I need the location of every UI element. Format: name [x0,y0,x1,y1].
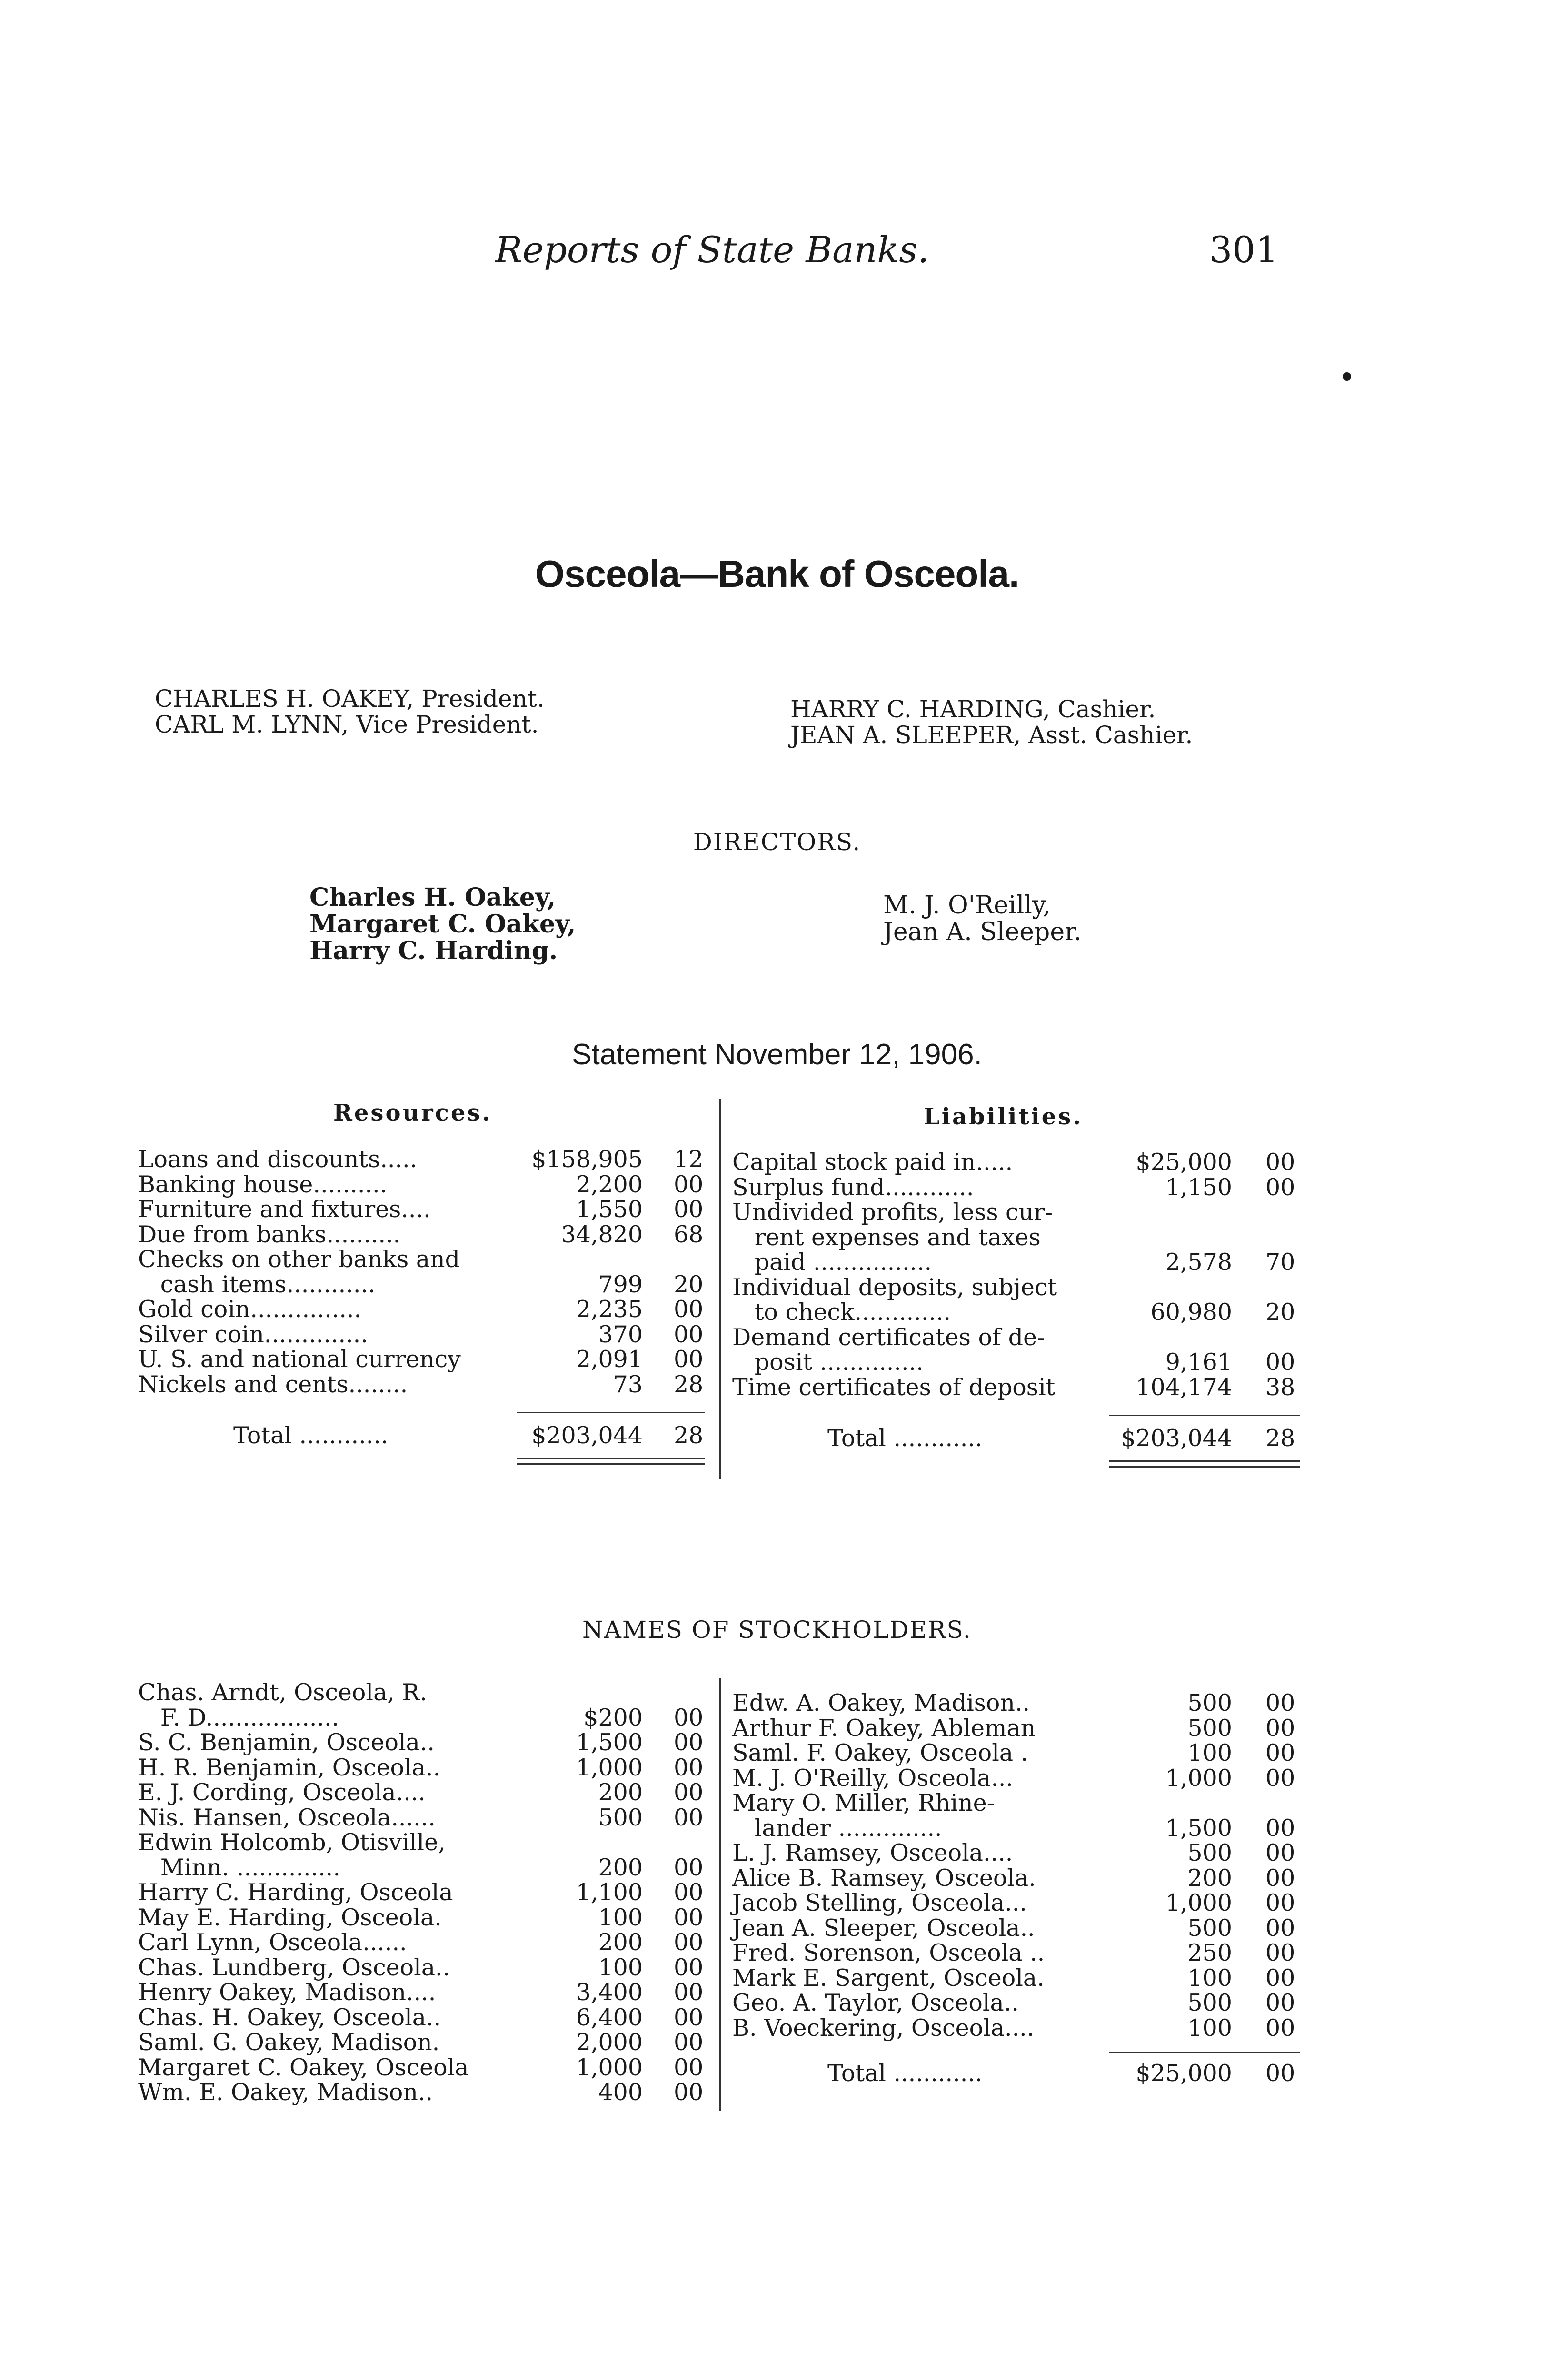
row-dollars: 500 [1187,1689,1232,1716]
row-label: L. J. Ramsey, Osceola.... [732,1839,1013,1866]
double-rule [517,1463,705,1465]
row-dollars: 500 [1187,1989,1232,2016]
ink-dot [1343,372,1351,381]
double-rule [517,1458,705,1459]
row-cents: 00 [674,1854,704,1881]
row-label: Carl Lynn, Osceola...... [138,1929,407,1956]
row-label: Jean A. Sleeper, Osceola.. [732,1914,1035,1942]
table-row [732,1350,1304,1375]
row-dollars: 370 [598,1320,643,1348]
row-label: Chas. H. Oakey, Osceola.. [138,2003,441,2031]
row-dollars: 100 [1187,2014,1232,2042]
row-cents: 00 [1265,1864,1295,1892]
row-dollars: 200 [598,1929,643,1956]
row-cents: 00 [674,1296,704,1323]
row-dollars: $25,000 [1136,1149,1232,1176]
table-row [138,1680,709,1705]
row-dollars: 500 [1187,1914,1232,1942]
row-label: Fred. Sorenson, Osceola .. [732,1939,1045,1966]
row-dollars: 6,400 [576,2003,643,2031]
row-dollars: 2,091 [576,1346,643,1373]
row-label: Chas. Lundberg, Osceola.. [138,1954,450,1981]
row-cents: 00 [674,2003,704,2031]
row-dollars: 250 [1187,1939,1232,1966]
director-name: Jean A. Sleeper. [883,918,1082,946]
table-row [732,1325,1304,1350]
officer-cashier: HARRY C. HARDING, Cashier. [790,695,1156,723]
row-cents: 00 [1265,1149,1295,1176]
director-name: Charles H. Oakey, [309,883,556,912]
table-row [138,1730,709,1755]
table-row [732,1891,1304,1915]
row-label: Harry C. Harding, Osceola [138,1879,453,1906]
row-cents: 00 [674,1879,704,1906]
row-cents: 20 [674,1270,704,1298]
liabilities-heading: Liabilities. [924,1103,1083,1130]
row-label: Saml. F. Oakey, Osceola . [732,1739,1028,1766]
row-cents: 00 [1265,1689,1295,1716]
director-name: Margaret C. Oakey, [309,910,576,939]
row-label: Capital stock paid in..... [732,1149,1013,1176]
table-row [138,2080,709,2105]
table-row [138,1830,709,1855]
row-label: Time certificates of deposit [732,1373,1056,1401]
resources-heading: Resources. [333,1100,492,1126]
row-dollars: 3,400 [576,1979,643,2006]
row-cents: 00 [1265,1764,1295,1792]
row-dollars: 100 [1187,1964,1232,1992]
total-row [732,1426,1304,1451]
table-row [732,1916,1304,1941]
row-label: Furniture and fixtures.... [138,1196,431,1223]
row-label: B. Voeckering, Osceola.... [732,2014,1035,2042]
total-label: Total ............ [827,2060,983,2087]
table-row [138,1755,709,1780]
row-dollars: 200 [1187,1864,1232,1892]
total-cents: 28 [1265,1425,1295,1452]
double-rule [1109,1466,1300,1468]
row-label: cash items............ [138,1270,376,1298]
total-rule [1109,2052,1300,2053]
row-dollars: 34,820 [561,1220,643,1248]
table-row [138,1247,709,1272]
row-label: Checks on other banks and [138,1246,460,1273]
row-dollars: 1,550 [576,1196,643,1223]
table-row [138,2055,709,2080]
row-dollars: 2,200 [576,1170,643,1198]
row-cents: 70 [1265,1249,1295,1276]
officer-vice-president: CARL M. LYNN, Vice President. [155,711,539,738]
row-cents: 00 [674,1754,704,1781]
row-label: H. R. Benjamin, Osceola.. [138,1754,441,1781]
row-dollars: 100 [598,1954,643,1981]
table-row [138,1930,709,1955]
statement-heading: Statement November 12, 1906. [572,1038,982,1071]
row-cents: 12 [674,1146,704,1173]
director-name: Harry C. Harding. [309,936,558,965]
row-cents: 00 [674,2053,704,2081]
table-row [138,1222,709,1247]
total-cents: 00 [1265,2060,1295,2087]
table-row [138,1706,709,1730]
row-label: Gold coin............... [138,1296,362,1323]
row-dollars: $200 [583,1704,643,1731]
row-label: Silver coin.............. [138,1320,368,1348]
row-label: E. J. Cording, Osceola.... [138,1779,426,1806]
row-label: paid ................ [732,1249,932,1276]
table-row [138,1347,709,1372]
double-rule [1109,1460,1300,1462]
row-cents: 00 [1265,1349,1295,1376]
row-dollars: 500 [1187,1839,1232,1866]
row-cents: 00 [674,1929,704,1956]
row-dollars: 1,500 [576,1729,643,1756]
row-dollars: 2,000 [576,2029,643,2056]
row-cents: 00 [674,2029,704,2056]
row-label: Alice B. Ramsey, Osceola. [732,1864,1036,1892]
row-label: Loans and discounts..... [138,1146,418,1173]
row-label: Nis. Hansen, Osceola...... [138,1804,436,1831]
table-row [732,1250,1304,1275]
table-row [138,1172,709,1197]
statement-column-divider [719,1099,721,1479]
table-row [732,1691,1304,1716]
row-cents: 00 [1265,1839,1295,1866]
row-cents: 00 [674,1704,704,1731]
table-row [732,1275,1304,1300]
row-cents: 00 [674,1320,704,1348]
stockholders-column-divider [719,1678,721,2111]
row-label: Edwin Holcomb, Otisville, [138,1829,446,1856]
row-dollars: $158,905 [531,1146,643,1173]
table-row [732,1150,1304,1175]
table-row [138,1980,709,2005]
row-label: rent expenses and taxes [732,1223,1041,1251]
row-label: U. S. and national currency [138,1346,461,1373]
row-dollars: 100 [1187,1739,1232,1766]
row-label: M. J. O'Reilly, Osceola... [732,1764,1014,1792]
table-row [732,1766,1304,1791]
table-row [138,2030,709,2055]
table-row [732,1941,1304,1965]
row-cents: 00 [1265,1889,1295,1916]
table-row [138,1147,709,1172]
table-row [732,1175,1304,1200]
row-cents: 00 [1265,1989,1295,2016]
table-row [732,2016,1304,2041]
row-label: Surplus fund............ [732,1173,974,1201]
row-dollars: 1,500 [1165,1814,1232,1842]
table-row [732,1866,1304,1891]
table-row [138,1955,709,1980]
row-label: Mark E. Sargent, Osceola. [732,1964,1045,1992]
row-cents: 00 [674,1729,704,1756]
row-label: Jacob Stelling, Osceola... [732,1889,1027,1916]
table-row [732,1816,1304,1841]
row-label: Banking house.......... [138,1170,388,1198]
total-dollars: $203,044 [1121,1425,1232,1452]
row-cents: 38 [1265,1373,1295,1401]
total-label: Total ............ [233,1422,388,1449]
row-label: S. C. Benjamin, Osceola.. [138,1729,435,1756]
row-dollars: 60,980 [1150,1299,1232,1326]
row-dollars: 500 [598,1804,643,1831]
row-dollars: 200 [598,1854,643,1881]
row-dollars: 2,578 [1165,1249,1232,1276]
row-label: posit .............. [732,1349,924,1376]
running-header-title: Reports of State Banks. [495,228,929,271]
row-cents: 00 [1265,1914,1295,1942]
stockholders-heading: NAMES OF STOCKHOLDERS. [582,1616,972,1644]
table-row [732,1791,1304,1815]
table-row [732,1966,1304,1991]
row-cents: 00 [674,1804,704,1831]
total-row [732,2061,1304,2086]
row-cents: 00 [1265,1739,1295,1766]
row-cents: 00 [674,1954,704,1981]
total-dollars: $203,044 [531,1422,643,1449]
total-label: Total ............ [827,1425,983,1452]
table-row [732,1375,1304,1400]
table-row [732,1200,1304,1225]
row-label: Mary O. Miller, Rhine- [732,1789,995,1816]
row-label: Margaret C. Oakey, Osceola [138,2053,469,2081]
row-label: Wm. E. Oakey, Madison.. [138,2079,433,2106]
table-row [732,1741,1304,1765]
row-label: Due from banks.......... [138,1220,401,1248]
table-row [138,1322,709,1347]
row-label: Chas. Arndt, Osceola, R. [138,1679,427,1706]
row-label: Demand certificates of de- [732,1323,1045,1351]
row-dollars: 1,150 [1165,1173,1232,1201]
row-cents: 00 [674,1170,704,1198]
table-row [138,1197,709,1222]
row-cents: 00 [674,2079,704,2106]
row-cents: 00 [1265,1939,1295,1966]
row-label: Edw. A. Oakey, Madison.. [732,1689,1030,1716]
officer-asst-cashier: JEAN A. SLEEPER, Asst. Cashier. [790,721,1193,749]
row-cents: 00 [1265,1714,1295,1742]
page-number: 301 [1209,228,1279,271]
table-row [138,1805,709,1830]
table-row [732,1300,1304,1325]
row-cents: 00 [1265,1814,1295,1842]
row-cents: 00 [1265,1173,1295,1201]
row-dollars: 1,000 [576,2053,643,2081]
table-row [732,1841,1304,1865]
row-cents: 00 [674,1779,704,1806]
table-row [138,1372,709,1397]
row-dollars: 104,174 [1136,1373,1232,1401]
table-row [138,1780,709,1805]
total-row [138,1423,709,1448]
row-label: lander .............. [732,1814,942,1842]
row-cents: 68 [674,1220,704,1248]
row-cents: 00 [1265,2014,1295,2042]
table-row [732,1991,1304,2015]
row-label: Henry Oakey, Madison.... [138,1979,436,2006]
row-dollars: 799 [598,1270,643,1298]
total-dollars: $25,000 [1136,2060,1232,2087]
table-row [138,1880,709,1905]
row-label: Nickels and cents........ [138,1370,408,1398]
table-row [138,1272,709,1297]
row-cents: 00 [674,1904,704,1931]
officer-president: CHARLES H. OAKEY, President. [155,685,545,713]
row-dollars: 9,161 [1165,1349,1232,1376]
row-dollars: 1,000 [1165,1889,1232,1916]
row-dollars: 1,000 [1165,1764,1232,1792]
row-dollars: 73 [613,1370,643,1398]
row-dollars: 500 [1187,1714,1232,1742]
table-row [138,1905,709,1930]
table-row [732,1225,1304,1250]
table-row [138,1855,709,1880]
row-label: F. D.................. [138,1704,339,1731]
row-dollars: 2,235 [576,1296,643,1323]
table-row [138,1297,709,1322]
row-label: Arthur F. Oakey, Ableman [732,1714,1036,1742]
row-dollars: 200 [598,1779,643,1806]
total-rule [1109,1415,1300,1416]
row-cents: 28 [674,1370,704,1398]
row-cents: 20 [1265,1299,1295,1326]
row-label: Undivided profits, less cur- [732,1199,1053,1226]
row-cents: 00 [1265,1964,1295,1992]
table-row [138,2005,709,2030]
row-label: Individual deposits, subject [732,1273,1057,1301]
directors-heading: DIRECTORS. [693,828,861,856]
row-label: Geo. A. Taylor, Osceola.. [732,1989,1019,2016]
total-cents: 28 [674,1422,704,1449]
row-dollars: 100 [598,1904,643,1931]
row-cents: 00 [674,1979,704,2006]
row-cents: 00 [674,1196,704,1223]
row-label: Saml. G. Oakey, Madison. [138,2029,440,2056]
bank-title: Osceola—Bank of Osceola. [535,553,1019,595]
table-row [732,1716,1304,1741]
director-name: M. J. O'Reilly, [883,891,1051,920]
row-cents: 00 [674,1346,704,1373]
row-dollars: 400 [598,2079,643,2106]
row-label: Minn. .............. [138,1854,340,1881]
row-label: to check............. [732,1299,951,1326]
row-dollars: 1,100 [576,1879,643,1906]
row-dollars: 1,000 [576,1754,643,1781]
row-label: May E. Harding, Osceola. [138,1904,442,1931]
total-rule [517,1412,705,1413]
